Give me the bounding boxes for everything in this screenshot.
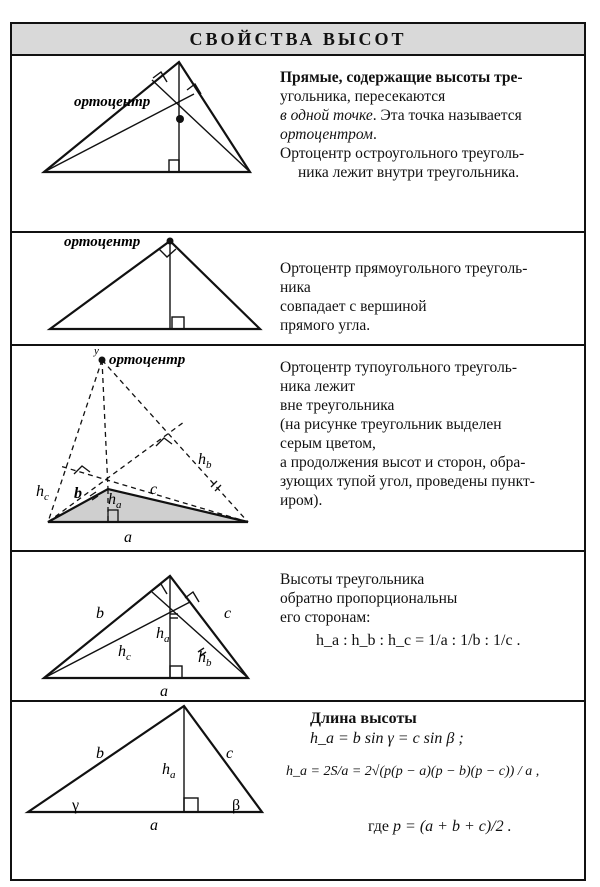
right-triangle-figure bbox=[12, 233, 280, 344]
section-obtuse bbox=[12, 346, 584, 552]
label-ha-2: $h_a$ bbox=[156, 625, 170, 645]
s1-p2-a: Ортоцентр остроугольного треуголь- bbox=[280, 145, 525, 162]
s3-l2: ника лежит bbox=[280, 378, 356, 395]
length-formula-2: h_a = 2S/a = 2√(p(p − a)(p − b)(p − c)) / a , bbox=[286, 764, 540, 779]
proportion-formula: h_a : h_b : h_c = 1/a : 1/b : 1/c . bbox=[316, 632, 521, 649]
s3-l6: а продолжения высот и сторон, обра- bbox=[280, 454, 526, 471]
s1-p1-f: . bbox=[372, 126, 377, 143]
s1-p2-b: ника лежит внутри треугольника. bbox=[298, 164, 520, 181]
label-beta: β bbox=[232, 797, 241, 814]
properties-card bbox=[10, 22, 586, 881]
svg-text:y: y bbox=[94, 346, 99, 357]
label-b: b bbox=[74, 485, 82, 502]
length-heading: Длина высоты bbox=[310, 710, 417, 727]
s3-l7: зующих тупой угол, проведены пункт- bbox=[280, 473, 535, 490]
s1-p1-b: угольника, пересекаются bbox=[280, 88, 446, 105]
s2-l3: совпадает с вершиной bbox=[280, 298, 427, 315]
section-acute bbox=[12, 56, 584, 233]
s3-l1: Ортоцентр тупоугольного треуголь- bbox=[280, 359, 518, 376]
s3-l3: вне треугольника bbox=[280, 397, 395, 414]
section-length bbox=[12, 702, 584, 881]
label-a: a bbox=[124, 529, 132, 546]
s2-l1: Ортоцентр прямоугольного треуголь- bbox=[280, 260, 528, 277]
label-gamma: γ bbox=[72, 797, 80, 814]
p-formula: p = (a + b + c)/2 . bbox=[393, 818, 512, 835]
s3-l4: (на рисунке треугольник выделен bbox=[280, 416, 502, 433]
s1-p1-a: Прямые, содержащие высоты тре- bbox=[280, 69, 523, 86]
label-b-3: b bbox=[96, 745, 104, 762]
where-word: где bbox=[368, 818, 390, 835]
orthocenter-label: ортоцентр bbox=[74, 94, 151, 110]
label-hc: $h_c$ bbox=[36, 483, 49, 503]
s1-p1-e: ортоцентром bbox=[280, 126, 373, 143]
orthocenter-label-3: ортоцентр bbox=[109, 352, 186, 368]
s1-p1-d: . Эта точка называется bbox=[372, 107, 522, 124]
label-hb-2: $h_b$ bbox=[198, 649, 212, 669]
label-ha-3: $h_a$ bbox=[162, 761, 176, 781]
label-c: c bbox=[150, 481, 158, 498]
orthocenter-label-2: ортоцентр bbox=[64, 234, 141, 250]
section-right bbox=[12, 233, 584, 346]
label-hb: $h_b$ bbox=[198, 451, 212, 471]
s4-l2: обратно пропорциональны bbox=[280, 590, 458, 607]
acute-triangle-figure bbox=[12, 56, 280, 231]
card-title: СВОЙСТВА ВЫСОТ bbox=[12, 24, 584, 56]
length-formula-3 bbox=[368, 818, 512, 836]
s3-l5: серым цветом, bbox=[280, 435, 376, 452]
s1-p1-c: в одной точке bbox=[280, 107, 373, 124]
label-ha: $h_a$ bbox=[108, 491, 122, 511]
label-c-3: c bbox=[226, 745, 234, 762]
label-a-2: a bbox=[160, 683, 168, 700]
label-c-2: c bbox=[224, 605, 232, 622]
length-figure bbox=[12, 702, 280, 879]
obtuse-triangle-figure bbox=[12, 346, 280, 550]
length-formula-1: h_a = b sin γ = c sin β ; bbox=[310, 730, 464, 747]
label-hc-2: $h_c$ bbox=[118, 643, 131, 663]
section-proportional bbox=[12, 552, 584, 702]
s2-l2: ника bbox=[280, 279, 311, 296]
heights-figure bbox=[12, 552, 280, 700]
label-b-2: b bbox=[96, 605, 104, 622]
s4-l1: Высоты треугольника bbox=[280, 571, 425, 588]
label-a-3: a bbox=[150, 817, 158, 834]
s4-l3: его сторонам: bbox=[280, 609, 371, 626]
s2-l4: прямого угла. bbox=[280, 317, 371, 334]
s3-l8: иром). bbox=[280, 492, 323, 509]
